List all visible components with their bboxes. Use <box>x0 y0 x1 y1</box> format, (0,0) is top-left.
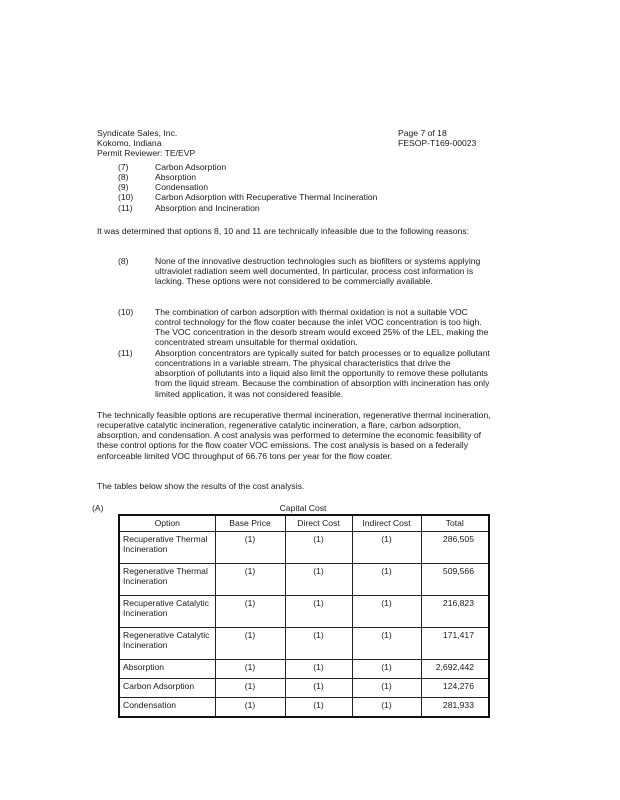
cell-option: Recuperative Catalytic Incineration <box>119 596 215 628</box>
reason-number: (8) <box>118 256 129 266</box>
cell-direct-cost: (1) <box>285 532 352 564</box>
header-company: Syndicate Sales, Inc. <box>97 128 178 138</box>
cell-option: Condensation <box>119 698 215 718</box>
table-row <box>119 532 489 564</box>
cell-indirect-cost: (1) <box>352 698 421 718</box>
cell-base-price: (1) <box>215 628 285 660</box>
cell-total: 281,933 <box>421 698 489 718</box>
list-item-text: Carbon Adsorption <box>155 162 227 172</box>
reason-item <box>118 307 490 348</box>
cell-direct-cost: (1) <box>285 660 352 679</box>
column-header-base-price: Base Price <box>215 515 285 532</box>
list-item-number: (11) <box>118 202 133 213</box>
cell-option: Absorption <box>119 660 215 679</box>
header-page-block <box>398 128 548 148</box>
reason-text: Absorption concentrators are typically suited for batch processes or to equalize pollutant concentrations in a variable stream. The physical characteristics that drive the absorption of pollutants into a liquid also limit the opportunity to remove these pollutants from the liquid stream. Because the combination of absorption with incineration has only limited application, it was not considered feasible. <box>155 348 490 399</box>
reason-number: (11) <box>118 348 133 358</box>
cell-indirect-cost: (1) <box>352 679 421 698</box>
cell-indirect-cost: (1) <box>352 628 421 660</box>
header-page-number: Page 7 of 18 <box>398 128 447 138</box>
infeasible-intro-paragraph: It was determined that options 8, 10 and 11 are technically infeasible due to the following reasons: <box>97 226 469 236</box>
header-facility-block <box>97 128 297 158</box>
column-header-indirect-cost: Indirect Cost <box>352 515 421 532</box>
cell-total: 509,566 <box>421 564 489 596</box>
cell-direct-cost: (1) <box>285 679 352 698</box>
cell-direct-cost: (1) <box>285 628 352 660</box>
list-item <box>118 192 518 202</box>
table-header-row <box>119 515 489 532</box>
list-item <box>118 162 518 172</box>
cell-base-price: (1) <box>215 660 285 679</box>
cell-total: 216,823 <box>421 596 489 628</box>
cell-option: Recuperative Thermal Incineration <box>119 532 215 564</box>
table-title: Capital Cost <box>279 503 327 513</box>
table-row <box>119 679 489 698</box>
list-item-number: (7) <box>118 162 129 172</box>
cell-base-price: (1) <box>215 564 285 596</box>
list-item <box>118 182 518 192</box>
list-item-text: Carbon Adsorption with Recuperative Thermal Incineration <box>155 192 378 203</box>
list-item <box>118 172 518 182</box>
cell-option: Carbon Adsorption <box>119 679 215 698</box>
cell-total: 171,417 <box>421 628 489 660</box>
column-header-total: Total <box>421 515 489 532</box>
cell-option: Regenerative Thermal Incineration <box>119 564 215 596</box>
list-item-number: (9) <box>118 182 129 193</box>
cell-base-price: (1) <box>215 596 285 628</box>
list-item <box>118 203 518 213</box>
cell-indirect-cost: (1) <box>352 564 421 596</box>
reason-number: (10) <box>118 307 134 317</box>
cell-indirect-cost: (1) <box>352 660 421 679</box>
cell-total: 286,505 <box>421 532 489 564</box>
column-header-direct-cost: Direct Cost <box>285 515 352 532</box>
reason-text: None of the innovative destruction technologies such as biofilters or systems applying ultraviolet radiation seem well documented. In particular, process cost information is lacking. These options were not considered to be commercially available. <box>155 256 481 287</box>
reason-item <box>118 348 490 399</box>
cell-option: Regenerative Catalytic Incineration <box>119 628 215 660</box>
table-row <box>119 628 489 660</box>
cell-indirect-cost: (1) <box>352 596 421 628</box>
list-item-text: Absorption <box>155 172 197 183</box>
table-row <box>119 698 489 718</box>
list-item-number: (8) <box>118 172 129 183</box>
cell-direct-cost: (1) <box>285 596 352 628</box>
header-location: Kokomo, Indiana <box>97 138 162 149</box>
list-item-number: (10) <box>118 192 134 203</box>
cell-base-price: (1) <box>215 698 285 718</box>
control-options-list <box>118 162 518 213</box>
cell-base-price: (1) <box>215 532 285 564</box>
cell-indirect-cost: (1) <box>352 532 421 564</box>
tables-intro-paragraph: The tables below show the results of the cost analysis. <box>97 481 305 491</box>
cell-direct-cost: (1) <box>285 698 352 718</box>
list-item-text: Absorption and Incineration <box>155 202 260 213</box>
feasible-options-paragraph: The technically feasible options are recuperative thermal incineration, regenerative thermal incineration, recuperative catalytic incineration, regenerative catalytic incineration, a flare, carbon adsorption, absorption, and condensation. A cost analysis was performed to determine the economic feasibility of these control options for the flow coater VOC emissions. The cost analysis is based on a federally enforceable limited VOC throughput of 66.76 tons per year for the flow coater. <box>97 410 491 461</box>
table-label: (A) <box>92 503 104 513</box>
table-row <box>119 564 489 596</box>
capital-cost-table <box>118 514 490 718</box>
reason-item <box>118 256 490 286</box>
list-item-text: Condensation <box>155 182 209 193</box>
table-row <box>119 596 489 628</box>
cell-direct-cost: (1) <box>285 564 352 596</box>
reason-text: The combination of carbon adsorption with thermal oxidation is not a suitable VOC control technology for the flow coater because the inlet VOC concentration is too high. The VOC concentration in the desorb stream would exceed 25% of the LEL, making the concentrated stream unsuitable for thermal oxidation. <box>155 307 489 348</box>
cell-base-price: (1) <box>215 679 285 698</box>
cell-total: 2,692,442 <box>421 660 489 679</box>
column-header-option: Option <box>119 515 215 532</box>
header-reviewer: Permit Reviewer: TE/EVP <box>97 148 196 159</box>
table-row <box>119 660 489 679</box>
cell-total: 124,276 <box>421 679 489 698</box>
header-permit-number: FESOP-T169-00023 <box>398 138 477 149</box>
